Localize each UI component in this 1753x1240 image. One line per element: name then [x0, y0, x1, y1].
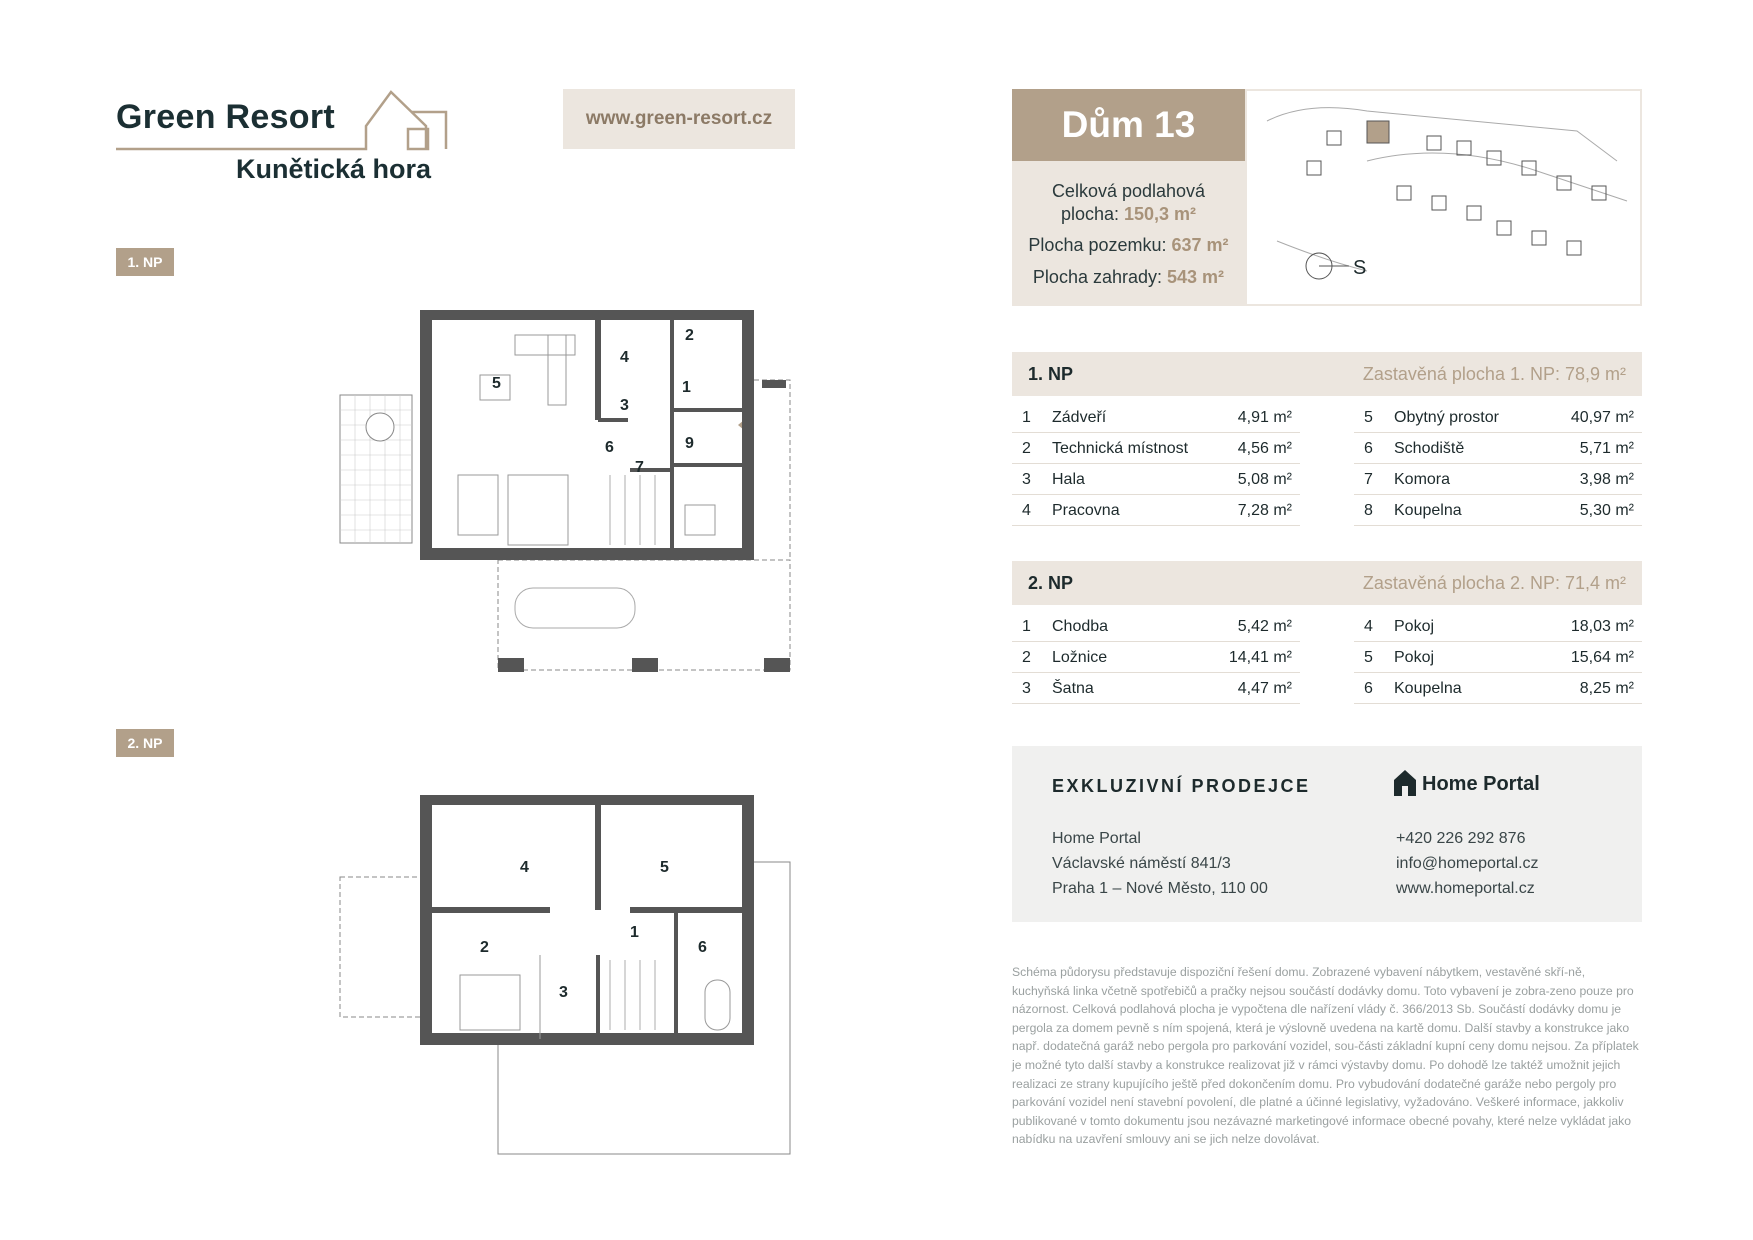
room-label: 2 — [480, 939, 489, 956]
seller-heading: EXKLUZIVNÍ PRODEJCE — [1052, 776, 1311, 796]
np2-built-area: Zastavěná plocha 2. NP: 71,4 m² — [1362, 573, 1626, 593]
floor1-tag: 1. NP — [116, 248, 174, 276]
floor-plan-1 — [330, 310, 810, 680]
np2-table-header — [1012, 561, 1642, 605]
table-row: 4 Pracovna 7,28 m² — [1012, 495, 1300, 526]
room-label: 7 — [635, 459, 644, 476]
room-label: 4 — [620, 349, 629, 366]
site-map — [1245, 89, 1642, 306]
logo-subtitle: Kunětická hora — [236, 154, 432, 184]
room-label: 5 — [660, 859, 669, 876]
np1-title: 1. NP — [1028, 364, 1074, 384]
table-row: 5 Pokoj 15,64 m² — [1354, 642, 1642, 673]
logo-title: Green Resort — [116, 98, 336, 136]
np2-title: 2. NP — [1028, 573, 1074, 593]
table-row: 8 Koupelna 5,30 m² — [1354, 495, 1642, 526]
room-label: 1 — [630, 924, 639, 941]
plot-value: 637 m² — [1171, 235, 1229, 255]
floor-plan-2 — [330, 795, 810, 1160]
floor-area-label: Celková podlahová — [1051, 181, 1206, 201]
room-label: 6 — [605, 439, 614, 456]
disclaimer-text: Schéma půdorysu představuje dispoziční řešení domu. Zobrazené vybavení nábytkem, vestavěné skří-ně, kuchyňská linka včetně spotřebičů a pračky nejsou součástí dodávky domu. Toto vybavení je zobra-zeno pouze pro názornost. Celková podlahová plocha je vypočtena dle nařízení vlády č. 366/2013 Sb. Součástí dodávky domu je pergola za domem pevně s ním spojená, která je výslovně uvedena na kartě domu. Další stavby a konstrukce jako např. dodatečná garáž nebo pergola pro parkování vozidel, sou-části základní kupní ceny domu nejsou. Za příplatek je možné tyto další stavby a konstrukce realizovat již v rámci výstavby domu. Po dohodě lze taktéž umožnit jejich realizaci ze strany kupujícího ještě před dokončením domu. Pro vybudování dodatečné garáže nebo pergoly pro parkování vozidel není stavební povolení, dle platné a účinné legislativy, vyžadováno. Veškeré informace, jakkoliv publikované v tomto dokumentu jsou nezávazné marketingové informace obecné povahy, které nelze vykládat jako nabídku na uzavření smlouvy ani se jich nelze dovolávat. — [1012, 965, 1639, 1147]
room-label: 5 — [492, 375, 501, 392]
plot-line: Plocha pozemku: 637 m² — [1028, 235, 1229, 255]
compass-label: S — [1353, 257, 1367, 279]
floor-area-value: 150,3 m² — [1124, 204, 1197, 224]
site-map-drawing — [1247, 91, 1640, 304]
table-row: 5 Obytný prostor 40,97 m² — [1354, 402, 1642, 433]
website-link[interactable]: www.green-resort.cz — [563, 89, 795, 149]
table-row: 1 Zádveří 4,91 m² — [1012, 402, 1300, 433]
garden-line: Plocha zahrady: 543 m² — [1032, 267, 1225, 287]
floor2-tag: 2. NP — [116, 729, 174, 757]
np1-table-header — [1012, 352, 1642, 396]
web-link[interactable]: www.homeportal.cz — [1396, 880, 1535, 897]
seller-contact-details — [1396, 826, 1539, 901]
floor-area-line: plocha: 150,3 m² — [1060, 204, 1197, 224]
table-row: 2 Technická místnost 4,56 m² — [1012, 433, 1300, 464]
room-label: 6 — [698, 939, 707, 956]
np1-built-area: Zastavěná plocha 1. NP: 78,9 m² — [1362, 364, 1626, 384]
table-row: 6 Koupelna 8,25 m² — [1354, 673, 1642, 704]
room-label: 2 — [685, 327, 694, 344]
garden-value: 543 m² — [1167, 267, 1225, 287]
room-label: 9 — [685, 435, 694, 452]
table-row: 2 Ložnice 14,41 m² — [1012, 642, 1300, 673]
room-label: 1 — [682, 379, 691, 396]
seller-address: Home Portal Václavské náměstí 841/3 Praha 1 – Nové Město, 110 00 — [1052, 830, 1268, 897]
table-row: 3 Šatna 4,47 m² — [1012, 673, 1300, 704]
phone-link[interactable]: +420 226 292 876 — [1396, 830, 1526, 847]
table-row: 4 Pokoj 18,03 m² — [1354, 611, 1642, 642]
room-label: 3 — [620, 397, 629, 414]
home-portal-logo-icon — [1392, 768, 1418, 798]
table-row: 7 Komora 3,98 m² — [1354, 464, 1642, 495]
email-link[interactable]: info@homeportal.cz — [1396, 855, 1539, 872]
table-row: 6 Schodiště 5,71 m² — [1354, 433, 1642, 464]
logo — [116, 84, 456, 194]
house-title: Dům 13 — [1012, 89, 1245, 161]
seller-contact-box — [1012, 746, 1642, 922]
room-label: 3 — [559, 984, 568, 1001]
home-portal-brand: Home Portal — [1422, 773, 1540, 795]
table-row: 3 Hala 5,08 m² — [1012, 464, 1300, 495]
table-row: 1 Chodba 5,42 m² — [1012, 611, 1300, 642]
room-label: 4 — [520, 859, 529, 876]
